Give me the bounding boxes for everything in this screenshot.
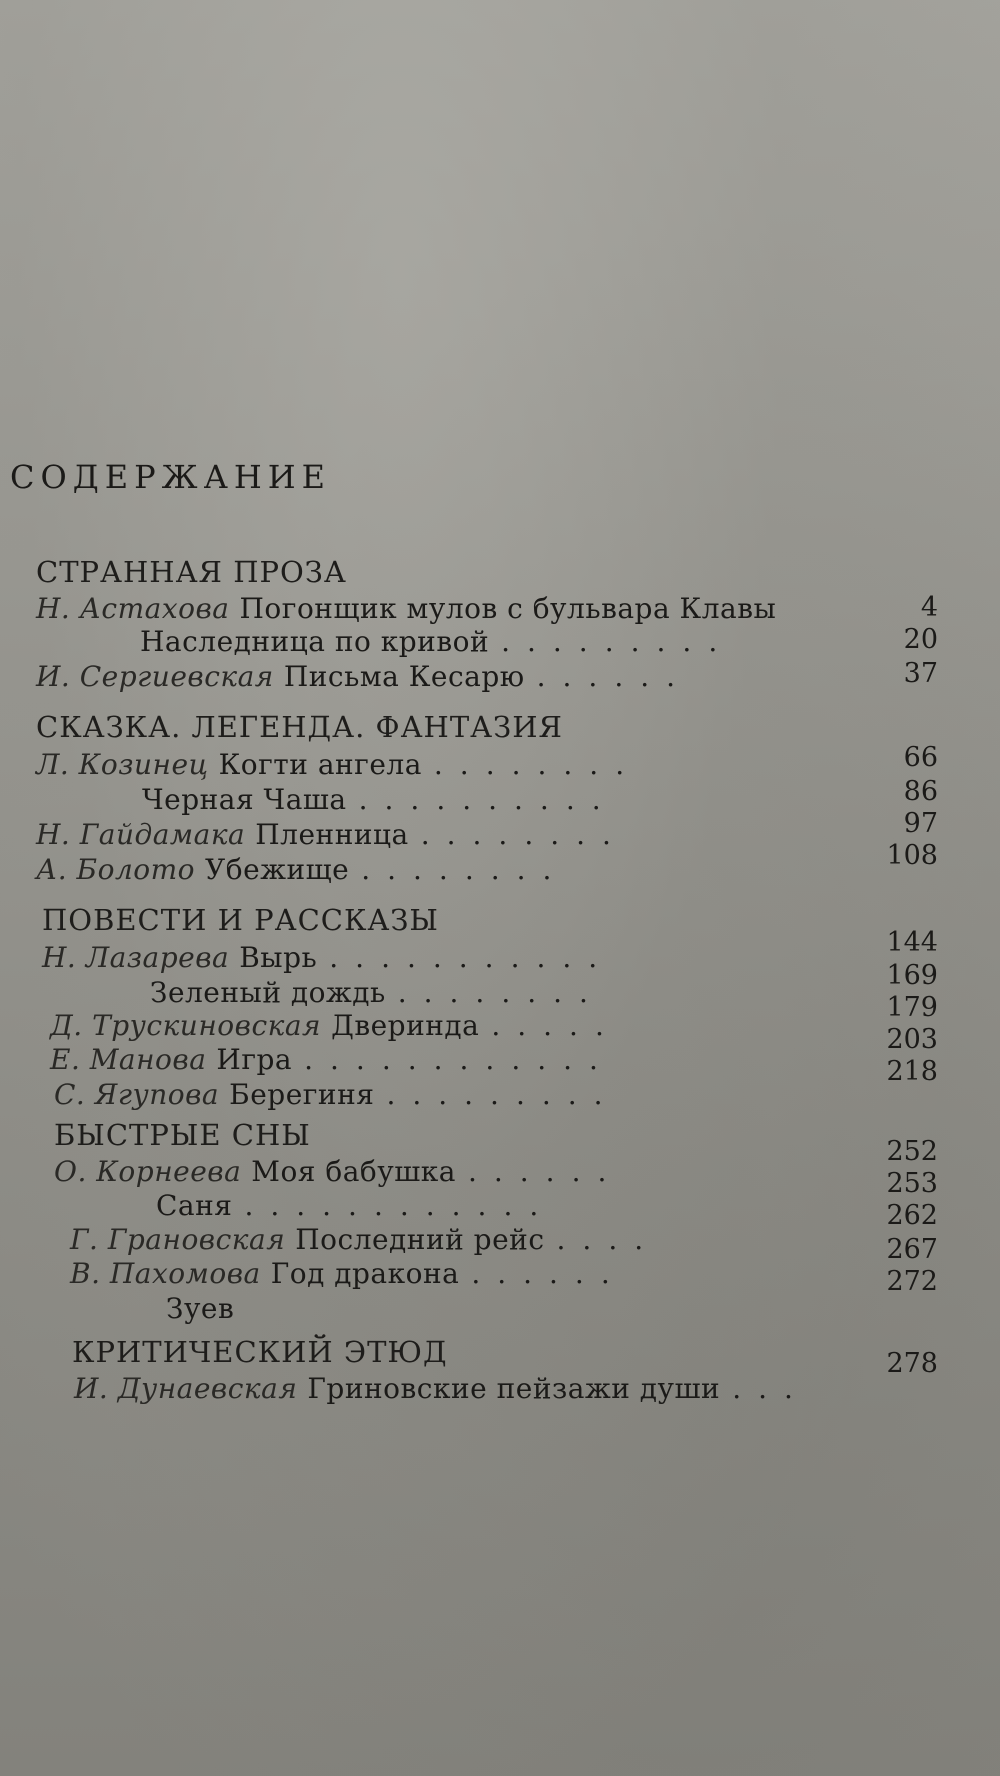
dot-leader: ........... [329,941,615,974]
entry-title: Зеленый дождь [150,976,386,1009]
section-heading: БЫСТРЫЕ СНЫ [54,1118,311,1152]
entry-page-number: 37 [903,658,938,689]
entry-title: Когти ангела [218,748,422,781]
entry-author: О. Корнеева [54,1155,242,1188]
dot-leader: ......... [386,1078,620,1111]
entry-title: Последний рейс [295,1223,545,1256]
entry-title: Дверинда [331,1009,480,1042]
toc-entry [36,748,641,781]
section-heading: ПОВЕСТИ И РАССКАЗЫ [42,903,439,937]
entry-author: Л. Козинец [36,748,209,781]
entry-author: В. Пахомова [70,1257,261,1290]
dot-leader: ............ [304,1043,615,1076]
entry-page-number: 86 [903,776,938,807]
entry-page-number: 179 [886,992,938,1023]
entry-title: Год дракона [270,1257,460,1290]
entry-title: Саня [156,1189,233,1222]
toc-entry [50,1043,615,1076]
toc-entry [54,1155,623,1188]
entry-page-number: 169 [886,960,938,991]
entry-title: Игра [216,1043,293,1076]
page-title: СОДЕРЖАНИЕ [10,458,331,496]
dot-leader: ........ [433,748,642,781]
entry-author: Н. Гайдамака [36,818,246,851]
entry-page-number: 278 [886,1348,938,1379]
entry-page-number: 4 [920,592,938,623]
toc-entry [36,853,568,886]
entry-page-number: 262 [886,1200,938,1231]
entry-page-number: 66 [903,742,938,773]
entry-page-number: 108 [886,840,938,871]
dot-leader: ...... [471,1257,627,1290]
toc-entry [70,1257,627,1290]
entry-page-number: 267 [886,1234,938,1265]
dot-leader: ......... [501,625,735,658]
dot-leader: ........ [397,976,605,1009]
entry-author: Н. Лазарева [42,941,230,974]
toc-entry [54,1078,620,1111]
toc-entry [36,660,692,693]
section-heading: СКАЗКА. ЛЕГЕНДА. ФАНТАЗИЯ [36,710,563,744]
dot-leader: .......... [358,783,618,816]
entry-author: Д. Трускиновская [50,1009,322,1042]
entry-title: Гриновские пейзажи души [307,1372,721,1405]
entry-author: А. Болото [36,853,196,886]
entry-title: Вырь [239,941,318,974]
entry-page-number: 272 [886,1266,938,1297]
toc-entry [130,625,734,658]
toc-entry [36,592,776,625]
entry-author: И. Дунаевская [74,1372,298,1405]
dot-leader: ........ [361,853,569,886]
dot-leader: ... [732,1372,810,1405]
toc-entry [140,976,605,1009]
section-heading: КРИТИЧЕСКИЙ ЭТЮД [72,1335,448,1369]
entry-author: Е. Манова [50,1043,207,1076]
dot-leader: ........ [420,818,628,851]
entry-author: Н. Астахова [36,592,230,625]
toc-entry [36,818,628,851]
entry-page-number: 144 [886,927,938,958]
entry-title: Наследница по кривой [140,625,490,658]
dot-leader: ...... [536,660,693,693]
entry-page-number: 252 [886,1136,938,1167]
entry-title: Берегиня [229,1078,375,1111]
entry-title: Зуев [166,1292,235,1325]
dot-leader: ............ [244,1189,556,1222]
toc-entry [146,1189,555,1222]
toc-entry [156,1292,246,1325]
entry-page-number: 97 [903,808,938,839]
toc-entry [50,1009,621,1042]
toc-entry [42,941,614,974]
entry-page-number: 253 [886,1168,938,1199]
section-heading: СТРАННАЯ ПРОЗА [36,555,347,589]
entry-title: Погонщик мулов с бульвара Клавы [239,592,777,625]
toc-entry [70,1223,660,1256]
entry-title: Письма Кесарю [283,660,525,693]
entry-author: С. Ягупова [54,1078,220,1111]
entry-author: И. Сергиевская [36,660,274,693]
entry-author: Г. Грановская [70,1223,286,1256]
toc-entry [74,1372,810,1405]
entry-page-number: 203 [886,1024,938,1055]
entry-page-number: 20 [903,624,938,655]
entry-title: Пленница [255,818,409,851]
dot-leader: ...... [467,1155,624,1188]
entry-title: Черная Чаша [142,783,347,816]
entry-page-number: 218 [886,1056,938,1087]
toc-entry [132,783,618,816]
dot-leader: .... [556,1223,661,1256]
entry-title: Моя бабушка [251,1155,456,1188]
entry-title: Убежище [205,853,350,886]
dot-leader: ..... [491,1009,621,1042]
